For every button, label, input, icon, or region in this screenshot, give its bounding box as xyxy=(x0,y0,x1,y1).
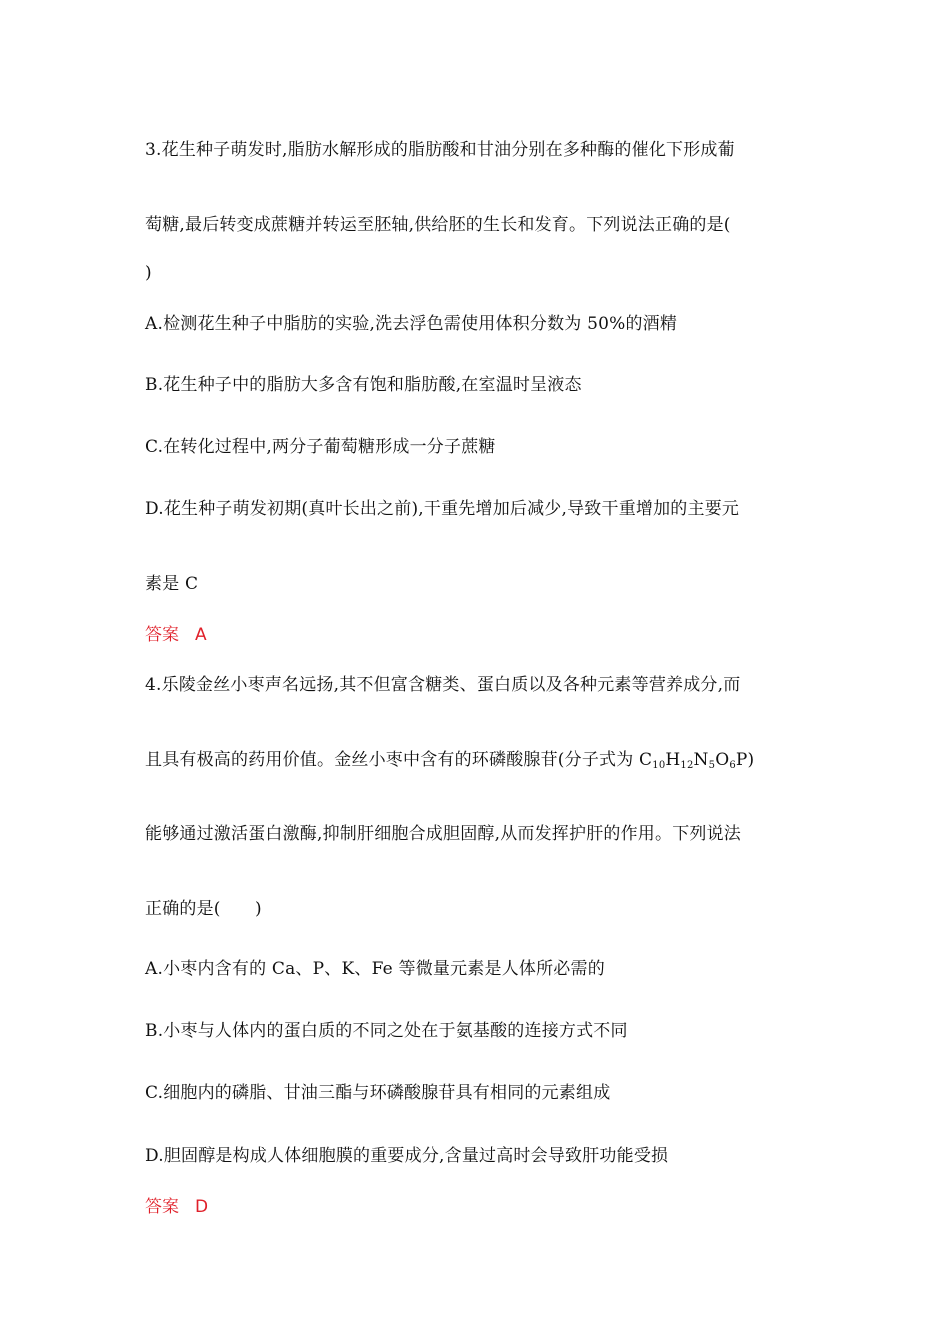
q3-stem-line-2: 萄糖,最后转变成蔗糖并转运至胚轴,供给胚的生长和发育。下列说法正确的是( xyxy=(145,215,731,235)
q4-stem-line-2-prefix: 且具有极高的药用价值。金丝小枣中含有的环磷酸腺苷(分子式为 xyxy=(145,750,640,770)
q3-option-c: C.在转化过程中,两分子葡萄糖形成一分子蔗糖 xyxy=(145,437,496,457)
q3-option-a: A.检测花生种子中脂肪的实验,洗去浮色需使用体积分数为 50%的酒精 xyxy=(145,314,678,334)
q3-stem-line-1: 3.花生种子萌发时,脂肪水解形成的脂肪酸和甘油分别在多种酶的催化下形成葡 xyxy=(145,140,735,160)
q3-answer-value: A xyxy=(195,625,207,645)
q4-answer xyxy=(145,1196,208,1218)
q4-stem-line-4: 正确的是( ) xyxy=(145,899,262,919)
q4-answer-value: D xyxy=(195,1197,209,1217)
q4-stem-line-2 xyxy=(145,749,754,771)
q4-option-c: C.细胞内的磷脂、甘油三酯与环磷酸腺苷具有相同的元素组成 xyxy=(145,1083,611,1103)
q4-option-d: D.胆固醇是构成人体细胞膜的重要成分,含量过高时会导致肝功能受损 xyxy=(145,1146,669,1166)
molecular-formula: $C_{10}H_{12}N_5O_6P$) xyxy=(639,750,755,771)
q4-stem-line-1: 4.乐陵金丝小枣声名远扬,其不但富含糖类、蛋白质以及各种元素等营养成分,而 xyxy=(145,675,741,695)
q3-option-d-line-2: 素是 C xyxy=(145,574,199,594)
q4-option-a: A.小枣内含有的 Ca、P、K、Fe 等微量元素是人体所必需的 xyxy=(145,959,605,979)
q3-answer-label: 答案 xyxy=(145,625,179,645)
q4-stem-line-3: 能够通过激活蛋白激酶,抑制肝细胞合成胆固醇,从而发挥护肝的作用。下列说法 xyxy=(145,824,742,844)
q3-option-b: B.花生种子中的脂肪大多含有饱和脂肪酸,在室温时呈液态 xyxy=(145,375,582,395)
q3-stem-line-3: ) xyxy=(145,263,152,283)
q4-answer-label: 答案 xyxy=(145,1197,179,1217)
q3-answer xyxy=(145,624,207,646)
q3-option-d-line-1: D.花生种子萌发初期(真叶长出之前),干重先增加后减少,导致干重增加的主要元 xyxy=(145,499,740,519)
q4-option-b: B.小枣与人体内的蛋白质的不同之处在于氨基酸的连接方式不同 xyxy=(145,1021,628,1041)
